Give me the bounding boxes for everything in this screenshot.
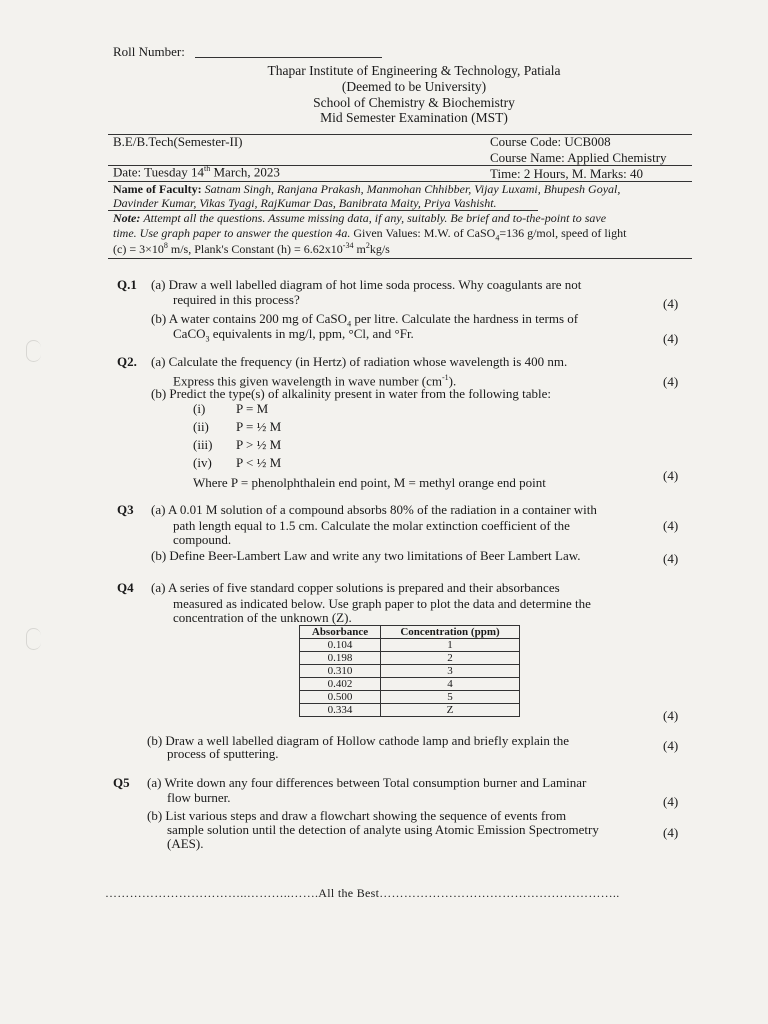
q2b-marks: (4) [663, 468, 679, 483]
q2b-item-text-2: P = ½ M [236, 419, 282, 434]
absorbance-cell: 0.310 [300, 665, 381, 678]
q4b-marks: (4) [663, 738, 679, 753]
exam-name: Mid Semester Examination (MST) [320, 110, 508, 125]
exam-date: Date: Tuesday 14th March, 2023 [113, 164, 280, 180]
q3a-line-3: compound. [173, 532, 232, 547]
q1b-line-1: (b) A water contains 200 mg of CaSO$_4$ per litre. Calculate the hardness in terms of [151, 311, 579, 329]
q5a-line-2: flow burner. [167, 790, 231, 805]
q1a-marks: (4) [663, 296, 679, 311]
roll-number-label: Roll Number: [113, 44, 185, 59]
q5-number: Q5 [113, 775, 130, 790]
q3a-line-1: (a) A 0.01 M solution of a compound absorbs 80% of the radiation in a container with [151, 502, 597, 517]
faculty-line-1 [113, 182, 620, 197]
note-line-2 [113, 226, 626, 242]
q4a-line-3: concentration of the unknown (Z). [173, 610, 352, 625]
q3a-line-2: path length equal to 1.5 cm. Calculate the molar extinction coefficient of the [173, 518, 570, 533]
school-name: School of Chemistry & Biochemistry [313, 95, 515, 110]
q2b-item-num-1: (i) [193, 401, 206, 416]
q3b-marks: (4) [663, 551, 679, 566]
absorbance-cell: 0.500 [300, 691, 381, 704]
faculty-line-2: Davinder Kumar, Vikas Tyagi, RajKumar Das, Banibrata Maity, Priya Vashisht. [113, 196, 497, 210]
absorbance-cell: 0.402 [300, 678, 381, 691]
course-code: Course Code: UCB008 [490, 134, 611, 149]
q1b-marks: (4) [663, 331, 679, 346]
q2b-item-num-4: (iv) [193, 455, 212, 470]
note-label: Note: [113, 211, 141, 225]
course-name: Course Name: Applied Chemistry [490, 150, 667, 165]
table-row [300, 652, 520, 665]
table-row [300, 691, 520, 704]
note-line-3: $(c) = 3\times 10^8$ m/s, Plank's Constant $(h) = 6.62x10^{-34}$ $m^2kg/s$ [113, 241, 390, 256]
q3-number: Q3 [117, 502, 134, 517]
note-text-1: Attempt all the questions. Assume missing data, if any, suitably. Be brief and to-the-point to save [143, 211, 607, 225]
q3b-line-1: (b) Define Beer-Lambert Law and write any two limitations of Beer Lambert Law. [151, 548, 581, 563]
faculty-label: Name of Faculty: [113, 182, 202, 196]
q2b-item-num-3: (iii) [193, 437, 213, 452]
q4b-line-2: process of sputtering. [167, 746, 279, 761]
q2a-marks: (4) [663, 374, 679, 389]
q4-number: Q4 [117, 580, 134, 595]
q5b-marks: (4) [663, 825, 679, 840]
concentration-cell: 5 [381, 691, 520, 704]
q1a-line-2: required in this process? [173, 292, 300, 307]
table-row [300, 665, 520, 678]
q5b-line-1: (b) List various steps and draw a flowchart showing the sequence of events from [147, 808, 567, 823]
q5a-line-1: (a) Write down any four differences between Total consumption burner and Laminar [147, 775, 587, 790]
q2b-item-text-3: P > ½ M [236, 437, 282, 452]
q5b-line-2: sample solution until the detection of analyte using Atomic Emission Spectrometry [167, 822, 599, 837]
q2a-line-1: (a) Calculate the frequency (in Hertz) of radiation whose wavelength is 400 nm. [151, 354, 568, 369]
absorbance-cell: 0.334 [300, 704, 381, 717]
table-row [300, 704, 520, 717]
table-header-concentration: Concentration (ppm) [381, 626, 520, 639]
q5b-line-3: (AES). [167, 836, 204, 851]
q4a-marks: (4) [663, 708, 679, 723]
q1-number: Q.1 [117, 277, 137, 292]
table-row [300, 678, 520, 691]
q2b-where: Where P = phenolphthalein end point, M = methyl orange end point [193, 475, 546, 490]
q2b-line-1: (b) Predict the type(s) of alkalinity present in water from the following table: [151, 386, 551, 401]
q1a-line-1: (a) Draw a well labelled diagram of hot lime soda process. Why coagulants are not [151, 277, 582, 292]
q2b-item-text-1: P = M [236, 401, 269, 416]
footer-all-the-best: ……………………………..………..…….All the Best………………………………………………….. [105, 886, 620, 900]
table-header-absorbance: Absorbance [300, 626, 381, 639]
deemed-university: (Deemed to be University) [341, 79, 487, 94]
absorbance-cell: 0.104 [300, 639, 381, 652]
note-text-2-italic: time. Use graph paper to answer the question 4a. [113, 226, 351, 240]
q2a-line-2: Express this given wavelength in wave number $(cm^{-1})$. [173, 373, 457, 389]
table-row [300, 639, 520, 652]
table-header-row [300, 626, 520, 639]
absorbance-table [299, 625, 520, 717]
q4a-line-2: measured as indicated below. Use graph paper to plot the data and determine the [173, 596, 591, 611]
institute-name: Thapar Institute of Engineering & Technology, Patiala [267, 63, 561, 78]
q5a-marks: (4) [663, 794, 679, 809]
q4b-line-1: (b) Draw a well labelled diagram of Hollow cathode lamp and briefly explain the [147, 733, 569, 748]
punch-mark-bottom [26, 628, 41, 650]
absorbance-cell: 0.198 [300, 652, 381, 665]
concentration-cell: 1 [381, 639, 520, 652]
note-text-2: Given Values: M.W. of CaSO$_4$=136 g/mol, speed of light [350, 226, 627, 243]
q4a-line-1: (a) A series of five standard copper solutions is prepared and their absorbances [151, 580, 560, 595]
note-line-1 [113, 211, 606, 226]
concentration-cell: 3 [381, 665, 520, 678]
q2b-item-text-4: P < ½ M [236, 455, 282, 470]
q3a-marks: (4) [663, 518, 679, 533]
concentration-cell: 4 [381, 678, 520, 691]
roll-number-line [195, 57, 382, 58]
exam-time-marks: Time: 2 Hours, M. Marks: 40 [490, 166, 644, 181]
concentration-cell: 2 [381, 652, 520, 665]
program-label: B.E/B.Tech(Semester-II) [113, 134, 243, 149]
q2b-item-num-2: (ii) [193, 419, 209, 434]
faculty-names-1: Satnam Singh, Ranjana Prakash, Manmohan Chhibber, Vijay Luxami, Bhupesh Goyal, [204, 182, 621, 196]
q1b-line-2: CaCO$_3$ equivalents in mg/l, ppm, °Cl, and °Fr. [173, 326, 414, 344]
header-rule-bottom [108, 258, 692, 259]
punch-mark-top [26, 340, 41, 362]
concentration-cell: Z [381, 704, 520, 717]
q2-number: Q2. [117, 354, 137, 369]
